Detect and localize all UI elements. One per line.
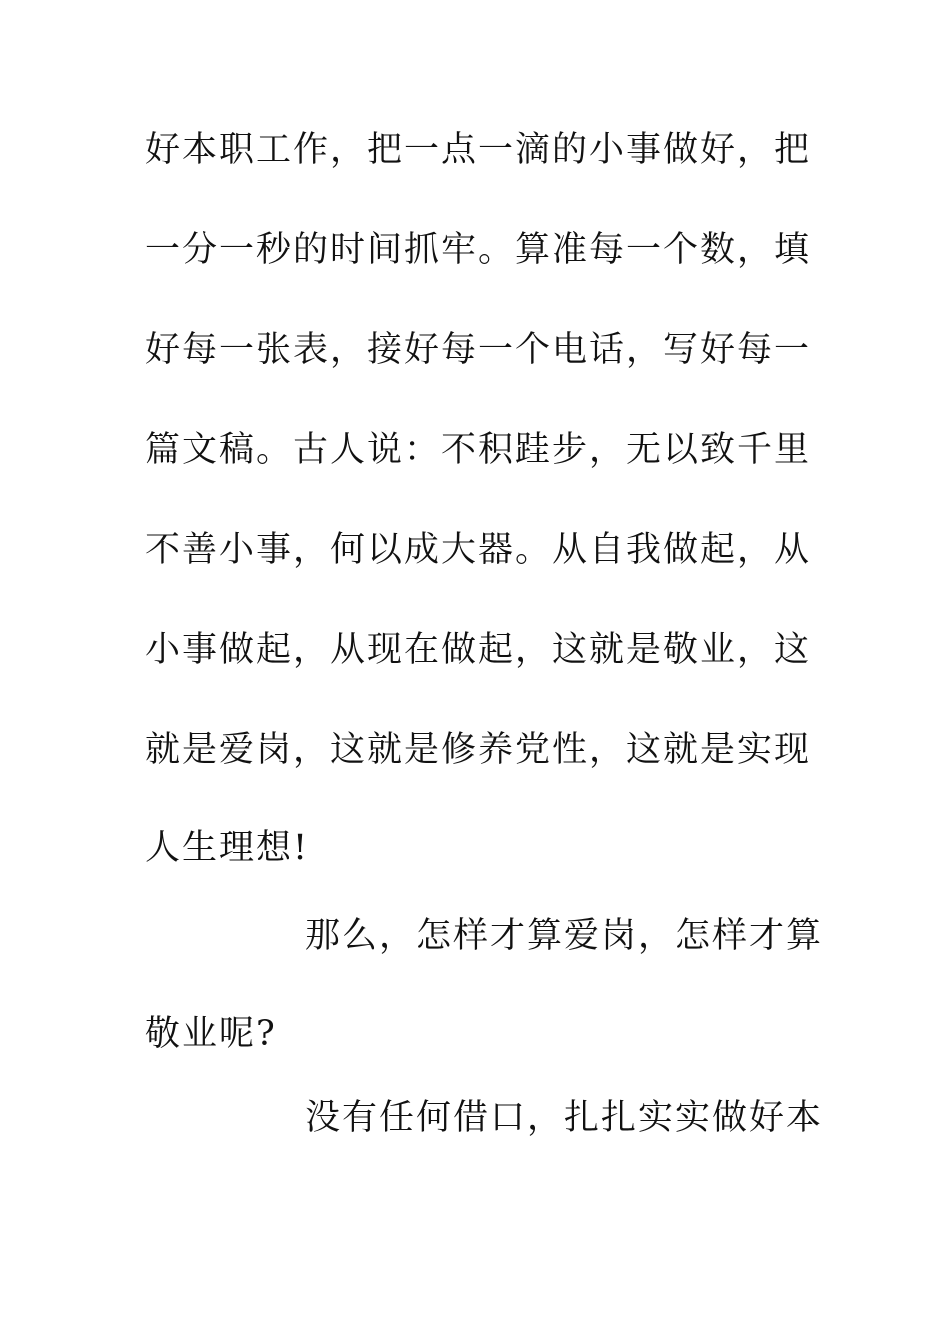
- text-line: 好每一张表，接好每一个电话，写好每一: [145, 330, 812, 370]
- text-line: 没有任何借口，扎扎实实做好本: [305, 1098, 824, 1138]
- text-line: 篇文稿。古人说：不积跬步，无以致千里: [145, 430, 812, 470]
- text-line: 小事做起，从现在做起，这就是敬业，这: [145, 630, 812, 670]
- text-line: 那么，怎样才算爱岗，怎样才算: [305, 916, 824, 956]
- text-line: 人生理想!: [145, 828, 310, 868]
- text-line: 不善小事，何以成大器。从自我做起，从: [145, 530, 812, 570]
- text-line: 好本职工作，把一点一滴的小事做好，把: [145, 130, 812, 170]
- text-line: 就是爱岗，这就是修养党性，这就是实现: [145, 730, 812, 770]
- text-line: 敬业呢?: [145, 1014, 277, 1054]
- text-line: 一分一秒的时间抓牢。算准每一个数，填: [145, 230, 812, 270]
